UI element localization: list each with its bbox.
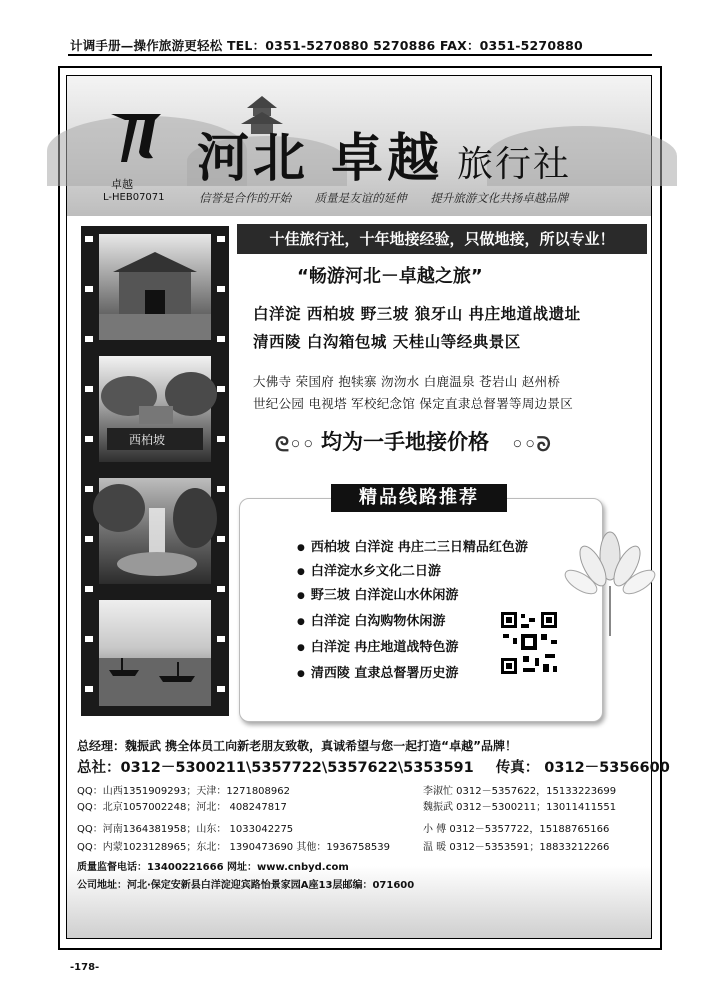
price-claim (275, 426, 575, 462)
swirl-left-icon: ᘓ◦◦ (275, 432, 315, 456)
route-item: ● 白洋淀 冉庄地道战特色游 (297, 636, 458, 655)
qr-code-icon (499, 610, 559, 676)
slogan-item: 质量是友谊的延伸 (314, 191, 407, 205)
page-header-contact: 计调手册—操作旅游更轻松 TEL：0351-5270880 5270886 FAX：0351-5270880 (70, 38, 583, 53)
page-number: -178- (70, 962, 100, 973)
photo-waterfall (99, 478, 211, 584)
main-phone: 总社：0312－5300211\5357722\5357622\5353591 (77, 760, 474, 776)
address-line: 公司地址：河北·保定安新县白洋淀迎宾路怡景家园A座13层邮编：071600 (77, 880, 415, 891)
photo-fortress (99, 234, 211, 340)
brand-name: 河北 卓越 (197, 129, 444, 189)
staff-contact: 魏振武 0312－5300211；13011411551 (423, 802, 617, 813)
qq-contact: QQ：内蒙1023128965；东北： 1390473690 其他：1936758539 (77, 842, 390, 853)
route-item: ● 西柏坡 白洋淀 冉庄二三日精品红色游 (297, 536, 528, 555)
photo-lake-boats (99, 600, 211, 706)
supervision-line: 质量监督电话：13400221666 网址：www.cnbyd.com (77, 862, 349, 873)
route-item: ● 白洋淀 白沟购物休闲游 (297, 610, 445, 629)
photo-monument (99, 356, 211, 462)
svg-text:西柏坡: 西柏坡 (129, 433, 166, 447)
ad-panel (66, 75, 670, 939)
qq-contact: QQ：河南1364381958；山东： 1033042275 (77, 824, 294, 835)
route-item: ● 白洋淀水乡文化二日游 (297, 560, 441, 579)
logo-name: 卓越 (111, 178, 133, 191)
staff-contact: 温 暖 0312－5353591；18833212266 (423, 842, 610, 853)
slogan-item: 信誉是合作的开始 (199, 191, 291, 205)
qq-contact: QQ：山西1351909293；天津：1271808962 (77, 786, 290, 797)
staff-contact: 小 傅 0312－5357722，15188765166 (423, 824, 610, 835)
banner (67, 76, 651, 216)
contacts-block (77, 778, 651, 938)
brand-suffix: 旅行社 (457, 144, 572, 185)
attractions-line: 大佛寺 荣国府 抱犊寨 沕沕水 白鹿温泉 苍岩山 赵州桥 (253, 374, 561, 389)
tour-title: “畅游河北－卓越之旅” (297, 266, 483, 287)
highlights-line: 清西陵 白沟箱包城 天桂山等经典景区 (253, 333, 521, 351)
swirl-right-icon: ◦◦ᘐ (511, 432, 551, 456)
logo-icon (105, 106, 167, 166)
qq-contact: QQ：北京1057002248；河北： 408247817 (77, 802, 287, 813)
manager-line: 总经理：魏振武 携全体员工向新老朋友致敬，真诚希望与您一起打造“卓越”品牌！ (77, 739, 517, 753)
license-number: L-HEB07071 (103, 192, 165, 203)
slogan-item: 提升旅游文化共扬卓越品牌 (430, 191, 569, 205)
film-strip (81, 226, 229, 716)
fax-number: 传真： 0312－5356600 (495, 760, 670, 776)
header-rule (68, 54, 652, 56)
route-item: ● 清西陵 直隶总督署历史游 (297, 662, 458, 681)
price-claim-text: 均为一手地接价格 (321, 430, 489, 454)
routes-title: 精品线路推荐 (331, 484, 507, 512)
attractions-line: 世纪公园 电视塔 军校纪念馆 保定直隶总督署等周边景区 (253, 396, 574, 411)
lotus-flower-icon (567, 526, 653, 636)
phone-line (77, 756, 670, 777)
highlights-line: 白洋淀 西柏坡 野三坡 狼牙山 冉庄地道战遗址 (253, 305, 581, 323)
tagline-bar: 十佳旅行社，十年地接经验，只做地接，所以专业！ (237, 224, 647, 254)
slogans (199, 190, 588, 206)
staff-contact: 李淑忙 0312－5357622，15133223699 (423, 786, 617, 797)
route-item: ● 野三坡 白洋淀山水休闲游 (297, 584, 458, 603)
